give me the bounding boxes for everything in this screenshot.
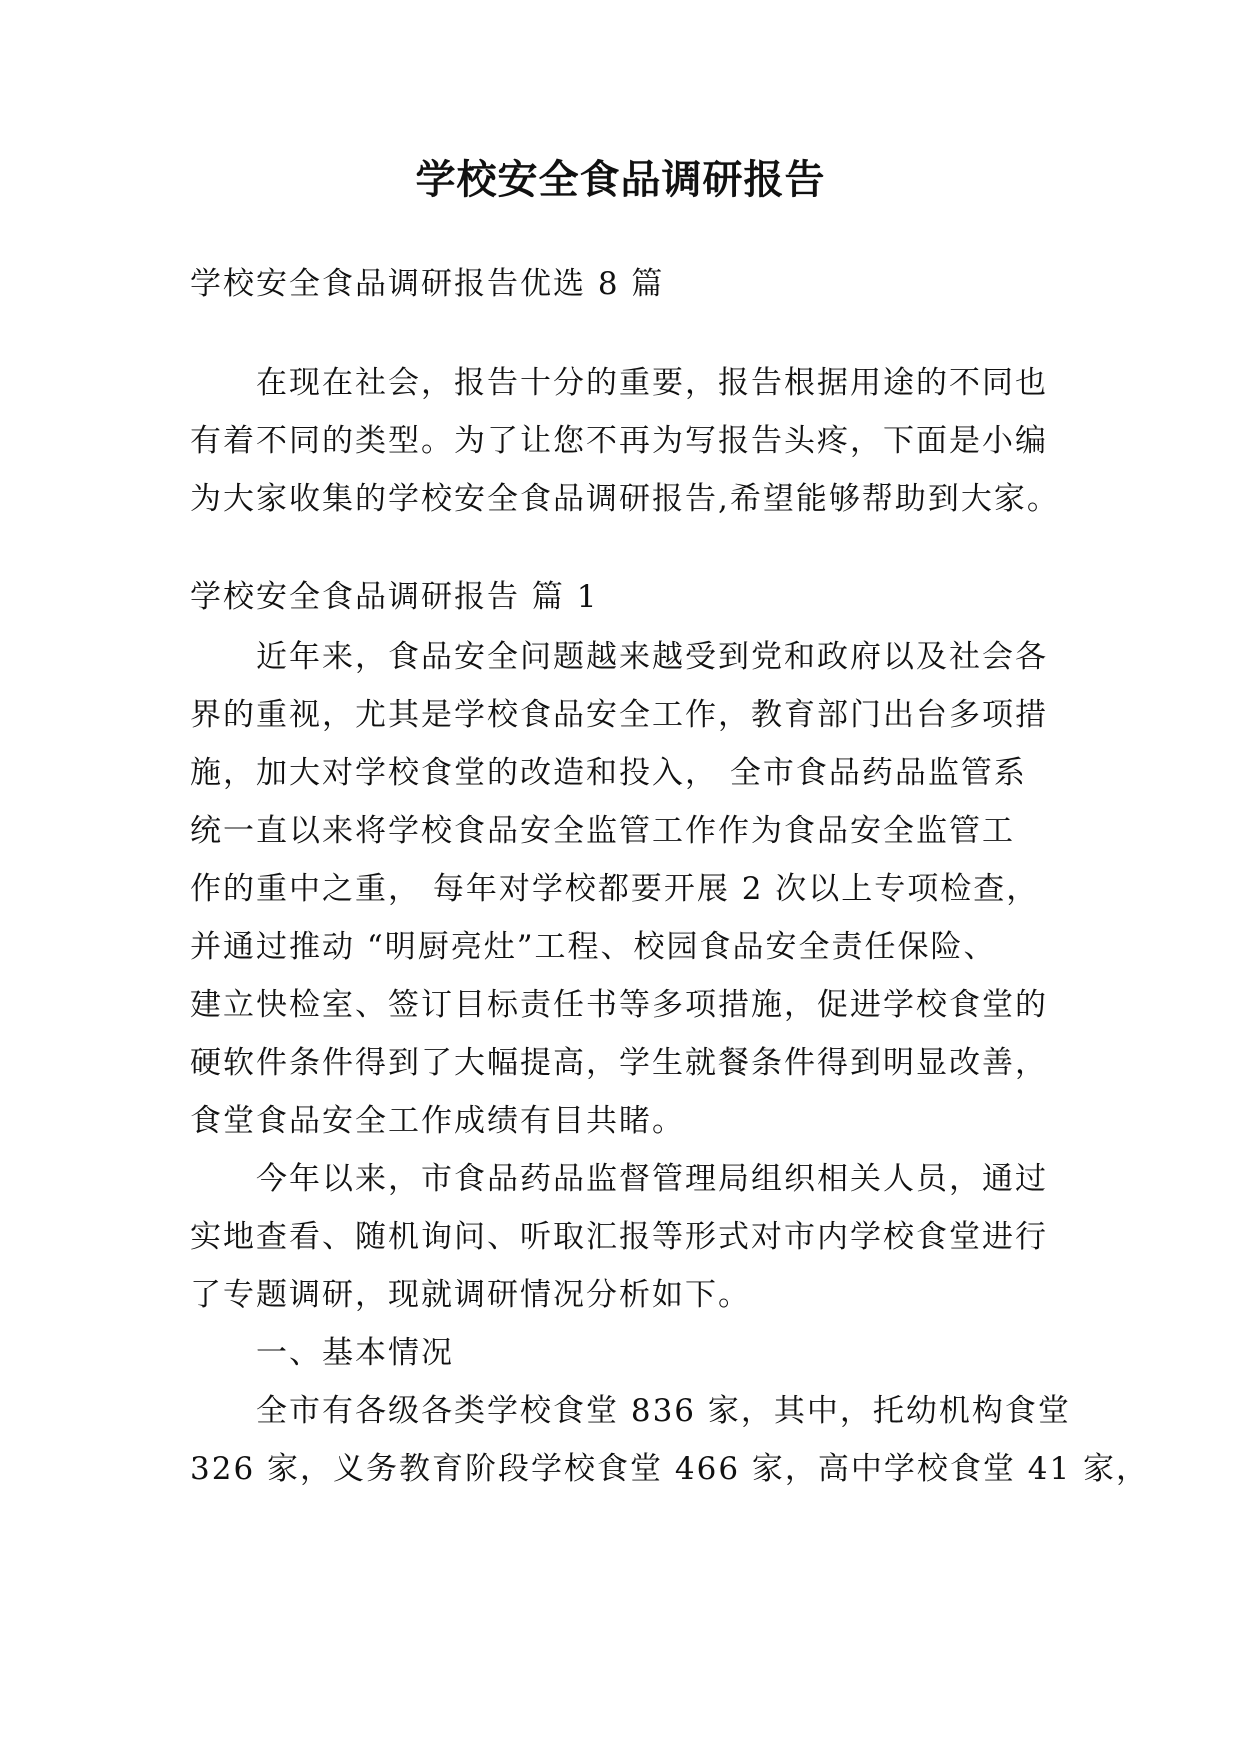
intro-line: 为大家收集的学校安全食品调研报告,希望能够帮助到大家。 [190,481,1060,517]
paragraph-line: 作的重中之重， 每年对学校都要开展 2 次以上专项检查， [190,871,1040,907]
paragraph-line: 全市有各级各类学校食堂 836 家，其中，托幼机构食堂 [256,1393,1071,1429]
section-heading: 学校安全食品调研报告 篇 1 [190,579,599,615]
paragraph-line: 今年以来，市食品药品监督管理局组织相关人员，通过 [256,1161,1048,1197]
paragraph-line: 326 家，义务教育阶段学校食堂 466 家，高中学校食堂 41 家， [190,1451,1150,1487]
paragraph-line: 硬软件条件得到了大幅提高，学生就餐条件得到明显改善， [190,1045,1048,1081]
paragraph-line: 施，加大对学校食堂的改造和投入， 全市食品药品监管系 [190,755,1027,791]
paragraph-line: 了专题调研，现就调研情况分析如下。 [190,1277,751,1313]
paragraph-line: 统一直以来将学校食品安全监管工作作为食品安全监管工 [190,813,1015,849]
intro-line: 在现在社会，报告十分的重要，报告根据用途的不同也 [256,365,1048,401]
paragraph-line: 近年来，食品安全问题越来越受到党和政府以及社会各 [256,639,1048,675]
paragraph-line: 建立快检室、签订目标责任书等多项措施，促进学校食堂的 [190,987,1048,1023]
paragraph-line: 并通过推动 “明厨亮灶”工程、校园食品安全责任保险、 [190,929,997,965]
document-title: 学校安全食品调研报告 [415,156,826,203]
paragraph-line: 界的重视，尤其是学校食品安全工作，教育部门出台多项措 [190,697,1048,733]
basic-situation-heading: 一、基本情况 [256,1335,454,1371]
intro-line: 有着不同的类型。为了让您不再为写报告头疼，下面是小编 [190,423,1048,459]
paragraph-line: 实地查看、随机询问、听取汇报等形式对市内学校食堂进行 [190,1219,1048,1255]
paragraph-line: 食堂食品安全工作成绩有目共睹。 [190,1103,685,1139]
document-subtitle: 学校安全食品调研报告优选 8 篇 [190,266,665,302]
